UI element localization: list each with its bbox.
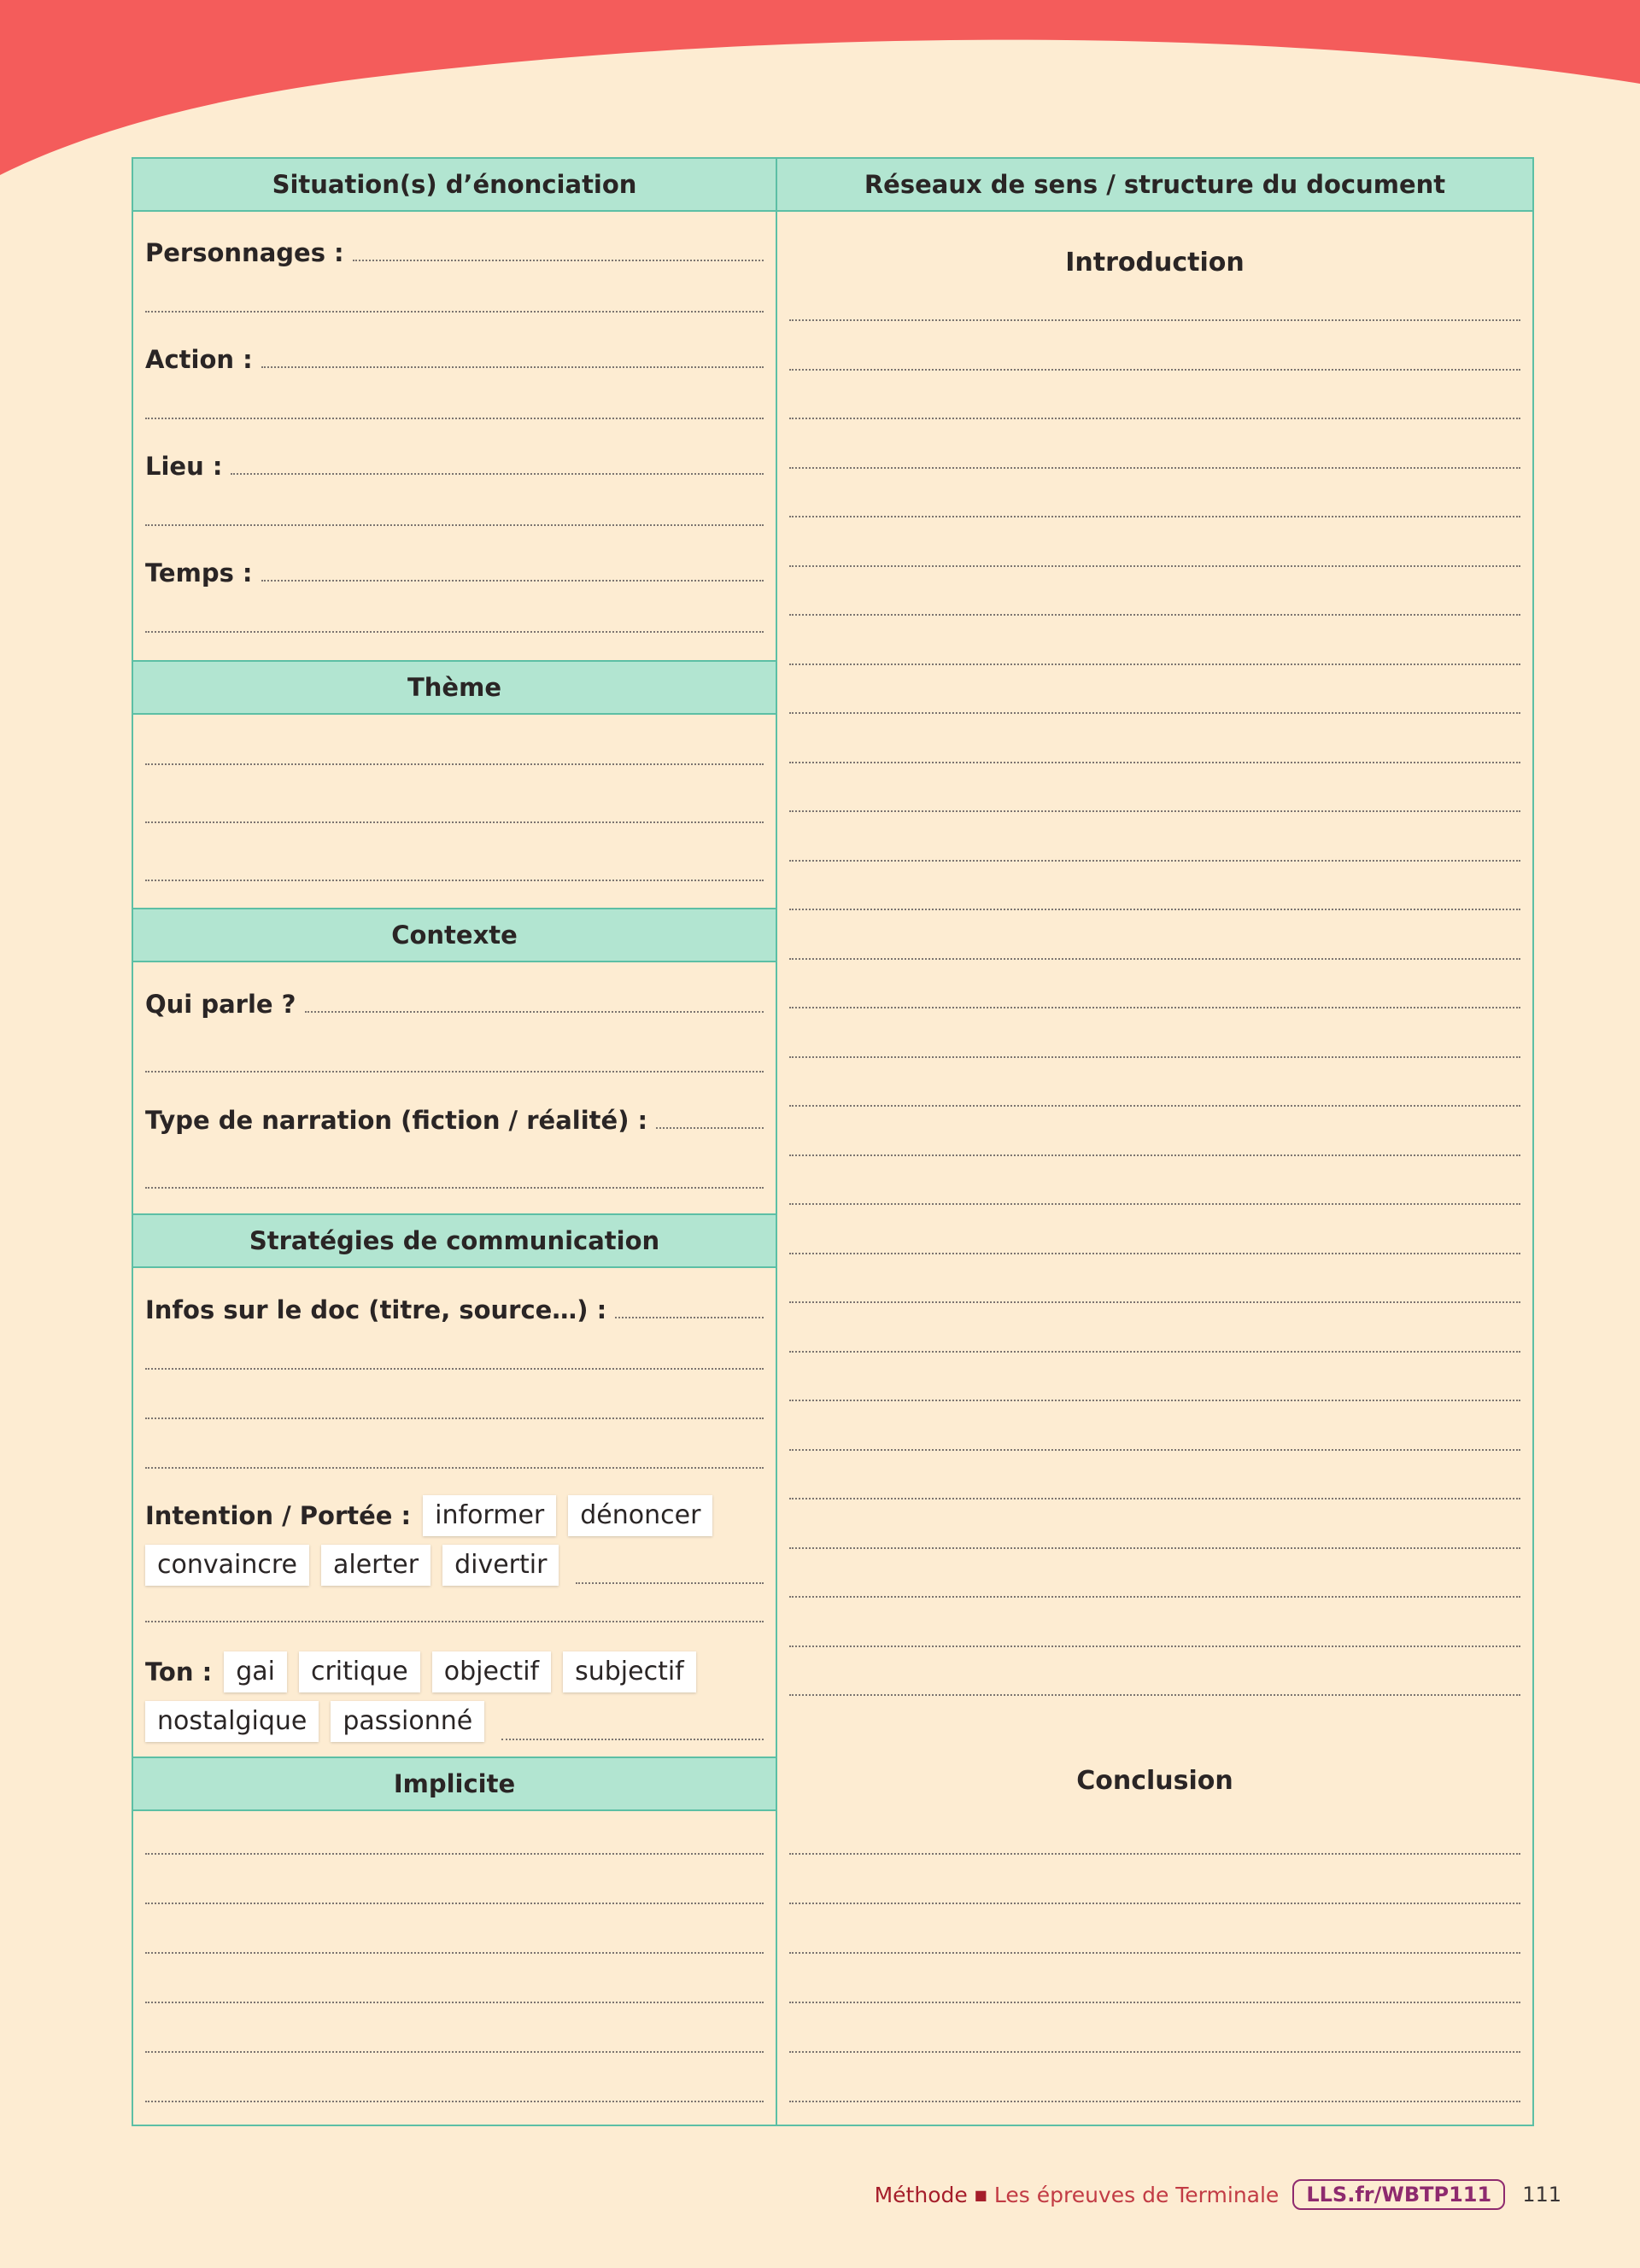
intention-row-1 [145,1495,764,1536]
writing-line[interactable] [789,2051,1520,2053]
lieu-line[interactable] [231,473,764,475]
action-label: Action : [145,345,253,374]
footer-link[interactable]: LLS.fr/WBTP111 [1292,2179,1505,2210]
writing-line[interactable] [789,1154,1520,1156]
implicite-header-label: Implicite [393,1769,516,1798]
type-narration-line[interactable] [656,1127,764,1129]
writing-line[interactable] [789,565,1520,567]
writing-line[interactable] [789,1007,1520,1008]
ton-option-nostalgique[interactable]: nostalgique [145,1701,319,1742]
writing-line[interactable] [789,1952,1520,1954]
writing-line[interactable] [145,524,764,526]
writing-line[interactable] [789,1400,1520,1401]
writing-line[interactable] [789,418,1520,419]
writing-line[interactable] [145,880,764,881]
ton-option-gai[interactable]: gai [224,1651,287,1692]
ton-option-subjectif[interactable]: subjectif [563,1651,696,1692]
writing-line[interactable] [789,712,1520,714]
action-line[interactable] [261,366,764,368]
left-column [132,157,776,2126]
writing-line[interactable] [789,369,1520,371]
right-column [776,157,1534,2126]
writing-line[interactable] [789,1853,1520,1855]
action-row[interactable] [145,344,764,375]
writing-line[interactable] [789,762,1520,763]
writing-line[interactable] [789,1903,1520,1904]
page-footer [875,2179,1561,2210]
writing-line[interactable] [145,1903,764,1904]
reseaux-header [777,159,1532,212]
writing-line[interactable] [789,663,1520,665]
theme-header-label: Thème [407,673,501,702]
situation-header [133,159,776,212]
lieu-row[interactable] [145,451,764,482]
writing-line[interactable] [145,2002,764,2003]
writing-line[interactable] [145,1187,764,1189]
writing-line[interactable] [145,1368,764,1370]
writing-line[interactable] [789,958,1520,960]
ton-option-objectif[interactable]: objectif [432,1651,551,1692]
writing-line[interactable] [789,909,1520,910]
qui-parle-line[interactable] [305,1011,764,1013]
writing-line[interactable] [145,418,764,419]
footer-methode: Méthode [874,2182,968,2207]
ton-option-passionne[interactable]: passionné [331,1701,484,1742]
writing-line[interactable] [789,1351,1520,1353]
writing-line[interactable] [789,1253,1520,1254]
situation-header-label: Situation(s) d’énonciation [272,170,637,199]
writing-line[interactable] [789,1203,1520,1205]
temps-label: Temps : [145,558,253,587]
infos-doc-row[interactable] [145,1295,764,1325]
writing-line[interactable] [789,1547,1520,1549]
intention-option-convaincre[interactable]: convaincre [145,1545,309,1586]
writing-line[interactable] [789,467,1520,469]
conclusion-title: Conclusion [1076,1766,1233,1796]
writing-line[interactable] [789,1645,1520,1647]
lieu-label: Lieu : [145,452,223,481]
writing-line[interactable] [789,2002,1520,2003]
type-narration-row[interactable] [145,1105,764,1136]
implicite-header [133,1757,776,1811]
writing-line[interactable] [789,1449,1520,1451]
intention-row-2 [145,1545,764,1586]
writing-line[interactable] [789,2101,1520,2102]
personnages-label: Personnages : [145,238,344,267]
writing-line[interactable] [145,311,764,313]
page-number: 111 [1522,2183,1561,2207]
infos-doc-line[interactable] [615,1317,764,1318]
ton-row-1 [145,1651,764,1692]
writing-line[interactable] [145,763,764,765]
writing-line[interactable] [789,614,1520,616]
writing-line[interactable] [789,1694,1520,1696]
writing-line[interactable] [145,2051,764,2053]
writing-line[interactable] [789,1301,1520,1303]
strategies-header [133,1213,776,1268]
temps-line[interactable] [261,580,764,582]
footer-subtitle: Les épreuves de Terminale [993,2182,1280,2207]
writing-line[interactable] [145,821,764,823]
intention-option-informer[interactable]: informer [423,1495,556,1536]
writing-line[interactable] [789,1498,1520,1499]
temps-row[interactable] [145,558,764,588]
introduction-title: Introduction [1065,248,1245,278]
writing-line[interactable] [789,860,1520,862]
personnages-row[interactable] [145,237,764,268]
type-narration-label: Type de narration (fiction / réalité) : [145,1106,648,1135]
qui-parle-row[interactable] [145,989,764,1020]
writing-line[interactable] [145,631,764,633]
writing-line[interactable] [145,1853,764,1855]
intention-label: Intention / Portée : [145,1501,412,1530]
writing-line[interactable] [789,319,1520,321]
contexte-header [133,908,776,962]
writing-line[interactable] [789,1105,1520,1107]
writing-line[interactable] [789,810,1520,812]
personnages-line[interactable] [353,260,764,261]
footer-bullet-icon: ■ [974,2186,987,2203]
writing-line[interactable] [145,1621,764,1622]
ton-line[interactable] [501,1739,764,1740]
reseaux-header-label: Réseaux de sens / structure du document [864,170,1446,199]
writing-line[interactable] [145,1418,764,1419]
writing-line[interactable] [145,2101,764,2102]
header-wave-decoration [0,0,1640,179]
intention-option-alerter[interactable]: alerter [321,1545,430,1586]
writing-line[interactable] [145,1071,764,1073]
intention-option-denoncer[interactable]: dénoncer [568,1495,712,1536]
writing-line[interactable] [789,1596,1520,1598]
contexte-header-label: Contexte [391,921,518,950]
intention-line[interactable] [576,1582,764,1584]
ton-row-2 [145,1701,764,1742]
intention-option-divertir[interactable]: divertir [442,1545,559,1586]
ton-label: Ton : [145,1657,213,1686]
ton-option-critique[interactable]: critique [299,1651,420,1692]
strategies-header-label: Stratégies de communication [249,1226,660,1255]
writing-line[interactable] [789,516,1520,517]
writing-line[interactable] [145,1952,764,1954]
writing-line[interactable] [145,1467,764,1469]
infos-doc-label: Infos sur le doc (titre, source…) : [145,1295,607,1324]
theme-header [133,660,776,715]
writing-line[interactable] [789,1056,1520,1058]
qui-parle-label: Qui parle ? [145,990,296,1019]
